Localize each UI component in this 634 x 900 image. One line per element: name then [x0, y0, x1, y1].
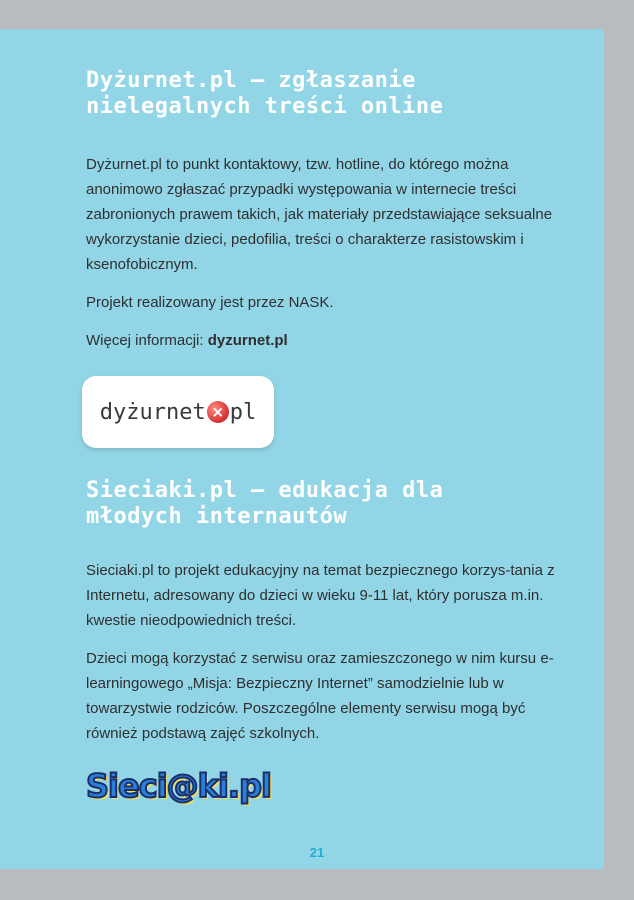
- section1-paragraph-1: Dyżurnet.pl to punkt kontaktowy, tzw. hotline, do którego można anonimowo zgłaszać przypadki występowania w internecie treści zabronionych prawem takich, jak materiały przedstawiające seksualne wykorzystanie dzieci, pedofilia, treści o charakterze rasistowskim i ksenofobicznym.: [86, 156, 553, 273]
- page-number: 21: [309, 845, 325, 860]
- section2-heading-line1: Sieciaki.pl – edukacja dla: [86, 478, 444, 503]
- more-info-link[interactable]: dyzurnet.pl: [207, 332, 288, 349]
- sieciaki-logo: [86, 760, 272, 812]
- section2-heading: [86, 478, 443, 530]
- section2-heading-line2: młodych internautów: [86, 504, 348, 529]
- dyzurnet-logo-left: dyżurnet: [99, 399, 206, 425]
- section2-paragraph-2: Dzieci mogą korzystać z serwisu oraz zamieszczonego w nim kursu e-learningowego „Misja: Bezpieczny Internet” samodzielnie lub w towarzystwie rodziców. Poszczególne elementy serwisu mogą być również podstawą zajęć szkolnych.: [86, 650, 554, 742]
- section2-paragraph-1: Sieciaki.pl to projekt edukacyjny na temat bezpiecznego korzys-tania z Internetu, adresowany do dzieci w wieku 9-11 lat, który porusza m.in. kwestie nieodpowiednich treści.: [86, 562, 555, 629]
- section1-heading-line2: nielegalnych treści online: [86, 94, 444, 119]
- section1-heading: [86, 68, 443, 120]
- section1-more-info: [86, 328, 556, 353]
- dyzurnet-logo-right: pl: [229, 399, 257, 425]
- sieciaki-logo-text: Sieci@ki.pl: [86, 767, 271, 805]
- section1-paragraph-2: Projekt realizowany jest przez NASK.: [86, 294, 334, 311]
- section1-heading-line1: Dyżurnet.pl – zgłaszanie: [86, 68, 416, 93]
- dyzurnet-logo: [82, 376, 274, 448]
- more-info-label: Więcej informacji:: [86, 332, 208, 349]
- close-circle-icon: ×: [207, 401, 229, 423]
